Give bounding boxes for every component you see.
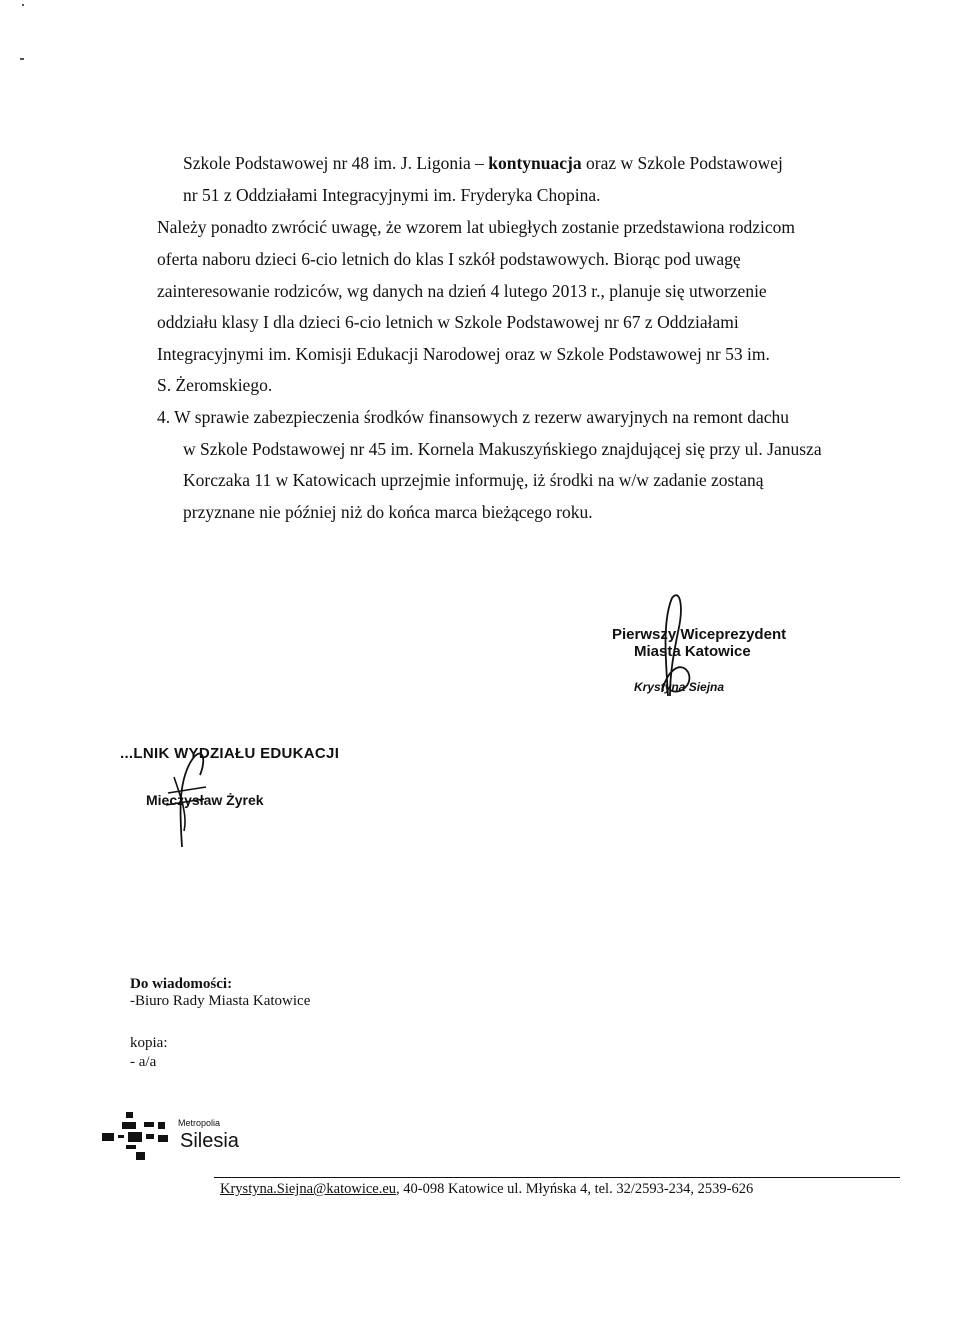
scan-speck xyxy=(22,4,24,6)
signature-right xyxy=(640,592,720,702)
body-line-8: S. Żeromskiego. xyxy=(157,375,273,395)
stamp-right-name: Krystyna Siejna xyxy=(634,680,725,694)
distribution-heading: Do wiadomości: xyxy=(130,976,233,992)
body-line-7: Integracyjnymi im. Komisji Edukacji Narodowej oraz w Szkole Podstawowej nr 53 im. xyxy=(157,344,770,364)
body-line-1-bold: kontynuacja xyxy=(488,153,582,173)
footer-address: , 40-098 Katowice ul. Młyńska 4, tel. 32/2593-234, 2539-626 xyxy=(396,1181,754,1197)
footer-rule xyxy=(214,1177,900,1178)
signature-left xyxy=(160,735,230,855)
body-line-9: 4. W sprawie zabezpieczenia środków finansowych z rezerw awaryjnych na remont dachu xyxy=(157,407,789,427)
scan-speck xyxy=(20,58,24,60)
footer-email[interactable]: Krystyna.Siejna@katowice.eu xyxy=(220,1181,397,1197)
distribution-item: -Biuro Rady Miasta Katowice xyxy=(130,993,311,1009)
body-line-1-tail: oraz w Szkole Podstawowej xyxy=(581,153,783,173)
body-line-12: przyznane nie później niż do końca marca bieżącego roku. xyxy=(183,502,593,522)
copy-item: - a/a xyxy=(130,1054,157,1070)
footer-contact xyxy=(220,1181,753,1198)
stamp-right-city: Miasta Katowice xyxy=(634,643,751,660)
body-line-11: Korczaka 11 w Katowicach uprzejmie informuję, iż środki na w/w zadanie zostaną xyxy=(183,470,764,490)
body-line-3: Należy ponadto zwrócić uwagę, że wzorem lat ubiegłych zostanie przedstawiona rodzicom xyxy=(157,217,795,237)
body-line-1 xyxy=(183,152,783,174)
body-line-10: w Szkole Podstawowej nr 45 im. Kornela Makuszyńskiego znajdującej się przy ul. Janusza xyxy=(183,439,822,459)
metropolia-silesia-logo xyxy=(102,1112,272,1162)
copy-label: kopia: xyxy=(130,1035,168,1051)
stamp-left-title: ...LNIK WYDZIAŁU EDUKACJI xyxy=(120,745,340,762)
stamp-right-title: Pierwszy Wiceprezydent xyxy=(612,626,787,643)
stamp-left-name: Mieczysław Żyrek xyxy=(146,792,264,808)
body-line-5: zainteresowanie rodziców, wg danych na dzień 4 lutego 2013 r., planuje się utworzenie xyxy=(157,281,767,301)
logo-big-text: Silesia xyxy=(180,1130,239,1152)
body-line-1-start: Szkole Podstawowej nr 48 im. J. Ligonia – xyxy=(183,153,489,173)
body-line-6: oddziału klasy I dla dzieci 6-cio letnich w Szkole Podstawowej nr 67 z Oddziałami xyxy=(157,312,739,332)
logo-small-text: Metropolia xyxy=(178,1118,221,1128)
body-line-4: oferta naboru dzieci 6-cio letnich do klas I szkół podstawowych. Biorąc pod uwagę xyxy=(157,249,741,269)
body-line-2: nr 51 z Oddziałami Integracyjnymi im. Fryderyka Chopina. xyxy=(183,185,601,205)
